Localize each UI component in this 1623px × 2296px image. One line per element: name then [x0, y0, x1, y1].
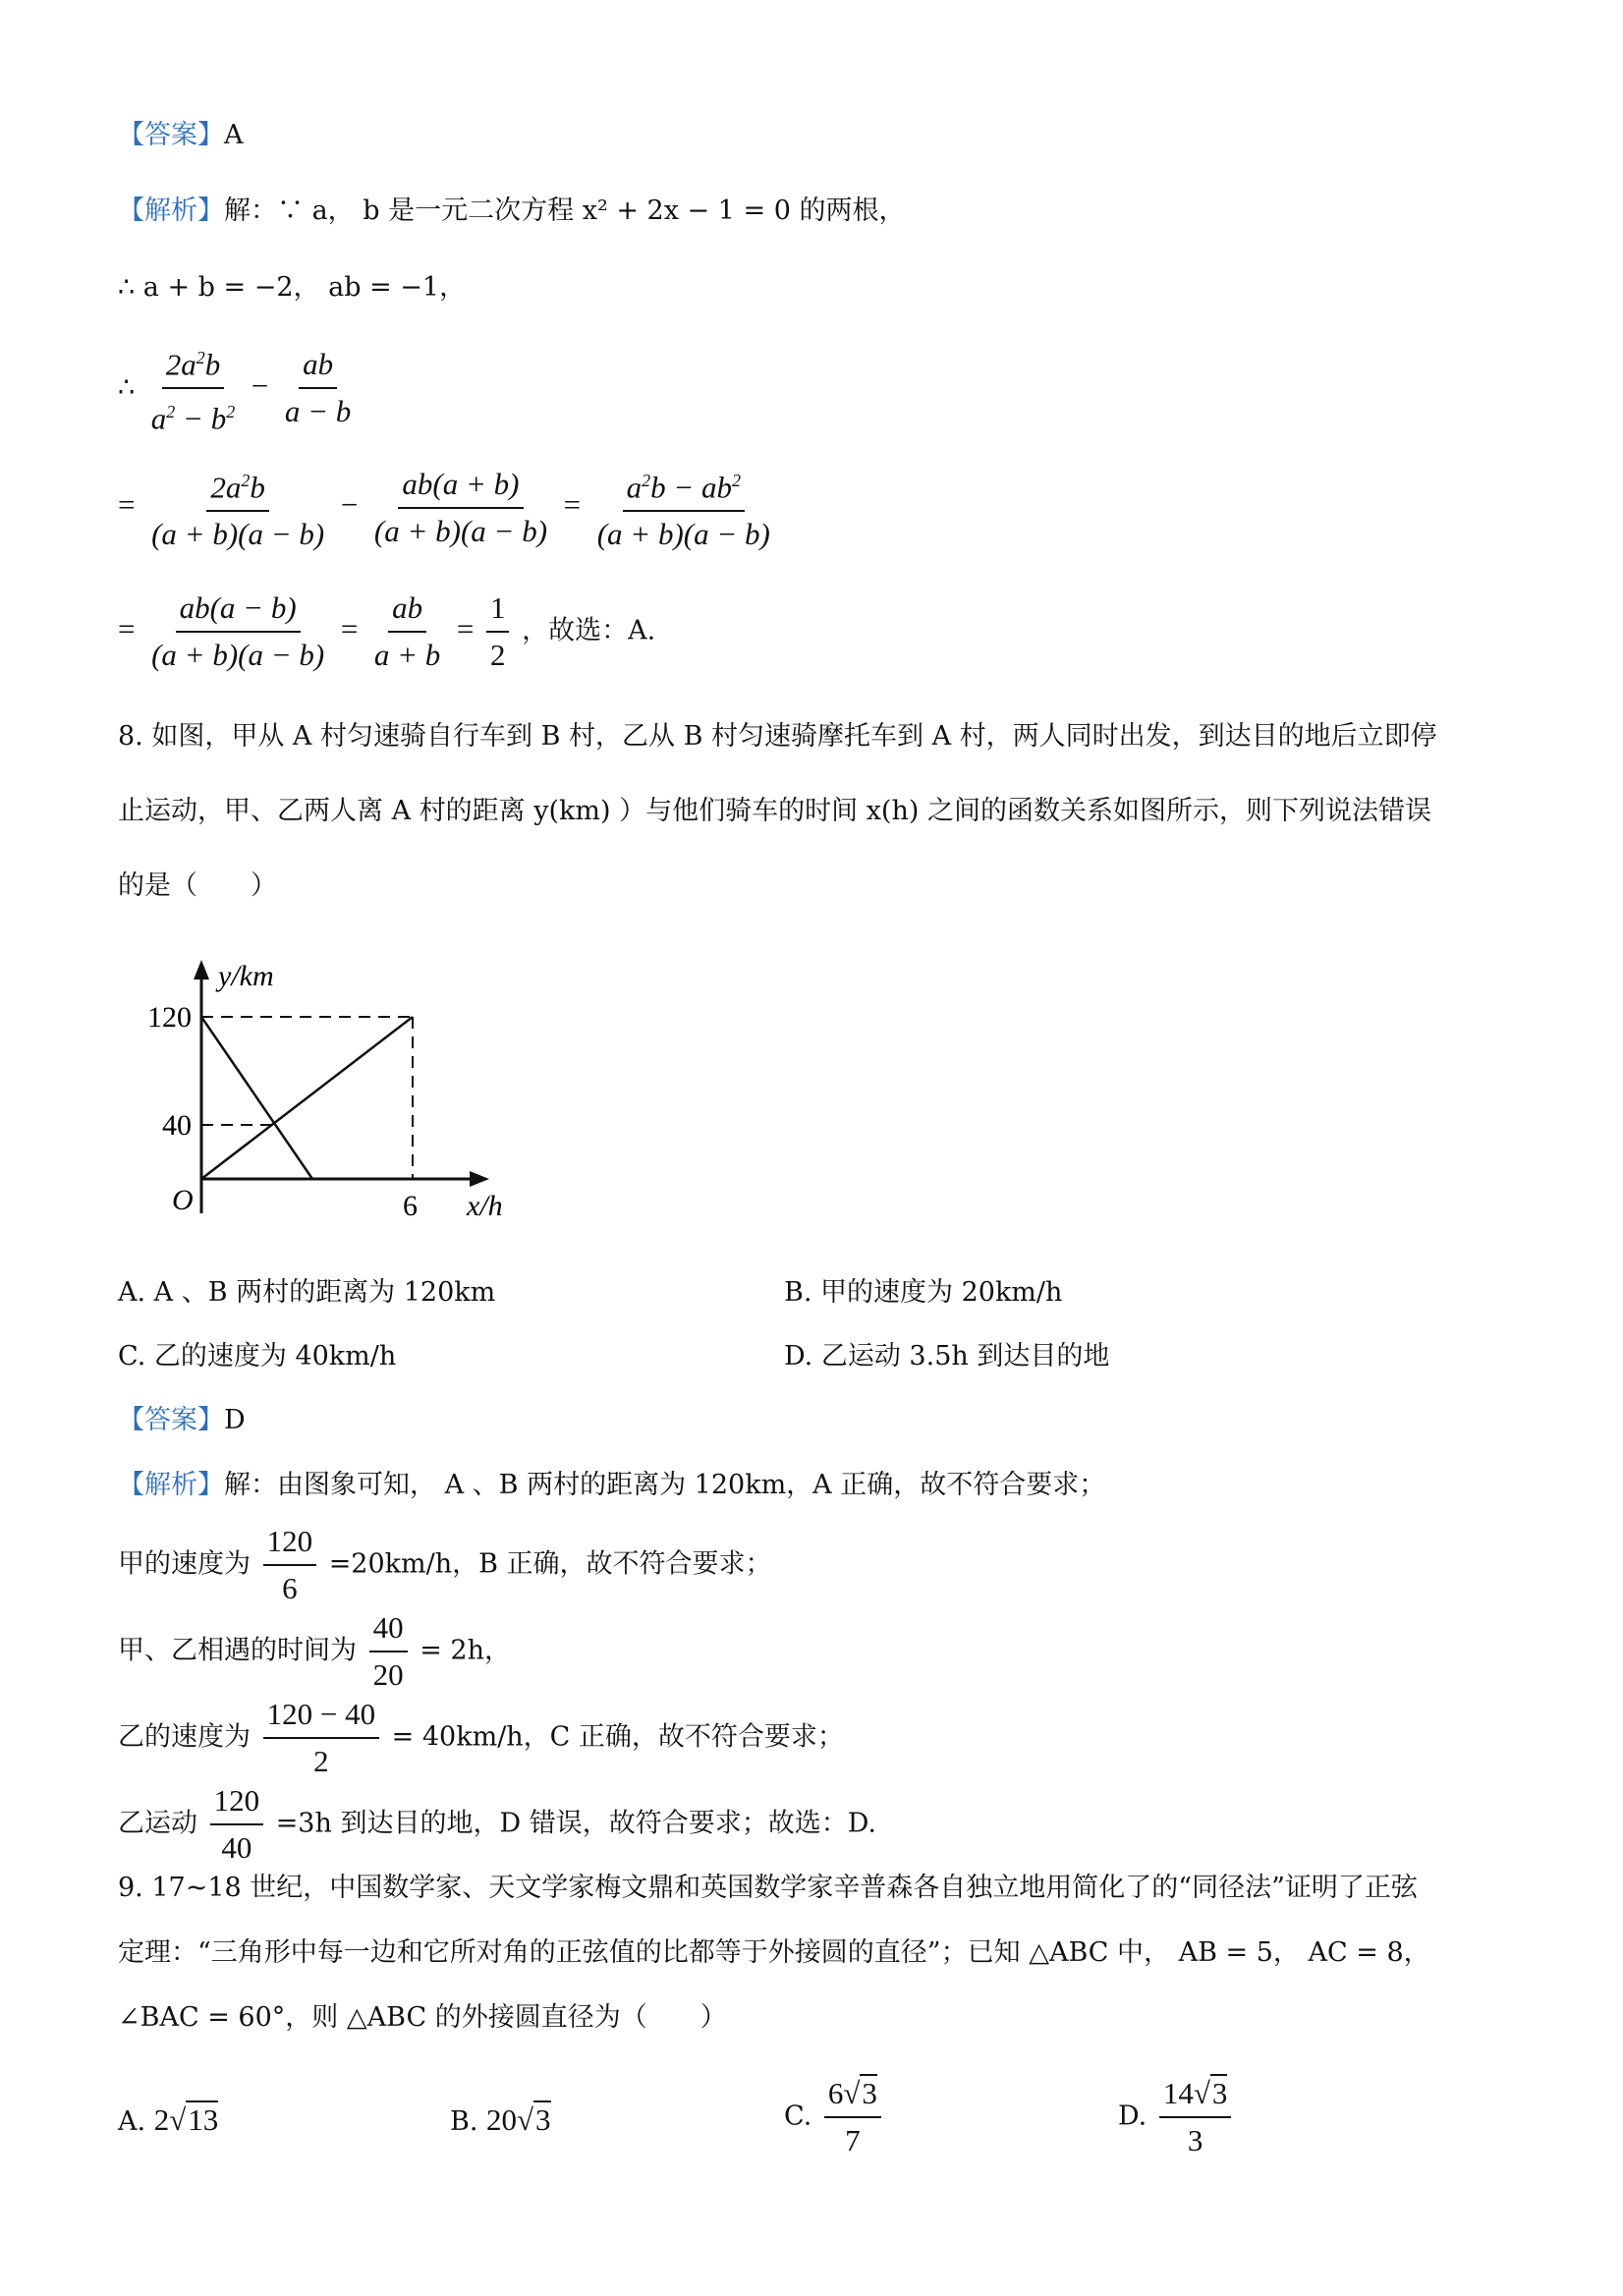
x-tick-6: 6 — [403, 1190, 418, 1222]
y-axis-label: y/km — [218, 960, 274, 992]
speed-yi-prefix: 乙的速度为 — [118, 1721, 251, 1753]
q8-answer-row — [118, 1403, 246, 1438]
q8-option-d[interactable]: D. 乙运动 3.5h 到达目的地 — [784, 1341, 1110, 1372]
q7-analysis-row2: ∴ a + b = −2， ab = −1， — [118, 272, 467, 303]
time-yi-suffix: =3h 到达目的地，D 错误，故符合要求；故选：D. — [275, 1808, 876, 1839]
q9-stem-line3: ∠BAC = 60°，则 △ABC 的外接圆直径为（ ） — [118, 2002, 727, 2033]
q9-option-a[interactable]: A. 2√13 — [118, 2102, 219, 2137]
q9-option-d[interactable]: D. $\frac{14√3}{3}$ — [1118, 2075, 1235, 2159]
radicand: 3 — [862, 2076, 877, 2110]
answer-value: D — [224, 1405, 246, 1435]
q7-expression-2: = $\frac{2a^2b}{(a + b)(a - b)}$ − $\frac{ab(a + b)}{(a + b)(a - b)}$ = $\frac{a^2b - ab^2}{(a + b)(a - b)}$ — [118, 462, 778, 553]
y-axis-arrow — [194, 960, 209, 980]
jia-line — [201, 1017, 413, 1179]
answer-tag: 【答案】 — [118, 120, 224, 150]
coef: 6 — [827, 2076, 844, 2110]
q8-analysis-row5: 乙运动 $\frac{120}{40}$ =3h 到达目的地，D 错误，故符合要求；故选：D. — [118, 1783, 876, 1865]
q8-analysis-row2: 甲的速度为 $\frac{120}{6}$ =20km/h，B 正确，故不符合要求； — [118, 1524, 772, 1605]
q8-analysis-row3: 甲、乙相遇的时间为 $\frac{40}{20}$ = 2h， — [118, 1610, 511, 1692]
q7-conclusion: ，故选：A. — [522, 615, 656, 646]
coef: 20 — [486, 2102, 518, 2137]
coef: 14 — [1162, 2076, 1194, 2110]
q9-option-c[interactable]: C. $\frac{6√3}{7}$ — [784, 2075, 885, 2159]
answer-tag: 【答案】 — [118, 1405, 224, 1435]
meet-prefix: 甲、乙相遇的时间为 — [118, 1635, 357, 1666]
option-label: D. — [1118, 2100, 1147, 2132]
option-label: A. — [118, 2106, 146, 2137]
option-label: B. — [450, 2106, 478, 2137]
q9-stem-line1: 9. 17~18 世纪，中国数学家、天文学家梅文鼎和英国数学家辛普森各自独立地用简化了的“同径法”证明了正弦 — [118, 1873, 1418, 1903]
radicand: 3 — [535, 2102, 551, 2137]
origin-label: O — [172, 1184, 194, 1216]
q8-option-c[interactable]: C. 乙的速度为 40km/h — [118, 1341, 397, 1372]
x-axis-label: x/h — [467, 1190, 503, 1222]
yi-line — [201, 1017, 312, 1179]
analysis-text: 解：由图象可知， A 、B 两村的距离为 120km，A 正确，故不符合要求； — [224, 1470, 1106, 1500]
q8-stem-line2: 止运动，甲、乙两人离 A 村的距离 y(km) ）与他们骑车的时间 x(h) 之间的函数关系如图所示，则下列说法错误 — [118, 796, 1431, 826]
denominator: 3 — [1187, 2123, 1203, 2157]
distance-time-graph — [147, 948, 540, 1233]
q8-analysis-row1 — [118, 1468, 1105, 1503]
meet-suffix: = 2h， — [420, 1635, 511, 1666]
x-axis-arrow — [470, 1171, 489, 1187]
q9-stem-line2: 定理：“三角形中每一边和它所对角的正弦值的比都等于外接圆的直径”；已知 △ABC 中， AB = 5， AC = 8， — [118, 1937, 1430, 1968]
q7-expression-1: ∴ $\frac{2a^2b}{a^2 - b^2}$ − $\frac{ab}{a - b}$ — [118, 339, 359, 438]
q7-analysis-row1 — [118, 194, 905, 229]
time-yi-prefix: 乙运动 — [118, 1808, 197, 1839]
denominator: 7 — [845, 2123, 861, 2157]
speed-jia-prefix: 甲的速度为 — [118, 1548, 251, 1580]
q8-analysis-row4: 乙的速度为 $\frac{120 - 40}{2}$ = 40km/h，C 正确，故不符合要求； — [118, 1697, 844, 1778]
q8-stem-line3: 的是（ ） — [118, 870, 277, 901]
analysis-tag: 【解析】 — [118, 1470, 224, 1500]
q8-option-a[interactable]: A. A 、B 两村的距离为 120km — [118, 1277, 496, 1308]
coef: 2 — [153, 2102, 170, 2137]
q8-stem-line1: 8. 如图，甲从 A 村匀速骑自行车到 B 村，乙从 B 村匀速骑摩托车到 A 村，两人同时出发，到达目的地后立即停 — [118, 721, 1437, 752]
q8-option-b[interactable]: B. 甲的速度为 20km/h — [784, 1277, 1063, 1308]
y-tick-40: 40 — [162, 1109, 192, 1142]
q7-answer-row — [118, 118, 244, 153]
y-tick-120: 120 — [147, 1001, 192, 1034]
analysis-tag: 【解析】 — [118, 196, 224, 226]
speed-jia-suffix: =20km/h，B 正确，故不符合要求； — [328, 1548, 772, 1580]
q9-option-b[interactable]: B. 20√3 — [450, 2102, 551, 2137]
q7-expression-3: = $\frac{ab(a - b)}{(a + b)(a - b)}$ = $\frac{ab}{a + b}$ = $\frac{1}{2}$ ，故选：A. — [118, 590, 656, 672]
radicand: 3 — [1211, 2076, 1228, 2110]
analysis-text: 解：∵ a， b 是一元二次方程 x² + 2x − 1 = 0 的两根， — [224, 196, 906, 226]
option-label: C. — [784, 2100, 812, 2132]
radicand: 13 — [188, 2102, 219, 2137]
speed-yi-suffix: = 40km/h，C 正确，故不符合要求； — [391, 1721, 844, 1753]
answer-value: A — [224, 120, 244, 150]
